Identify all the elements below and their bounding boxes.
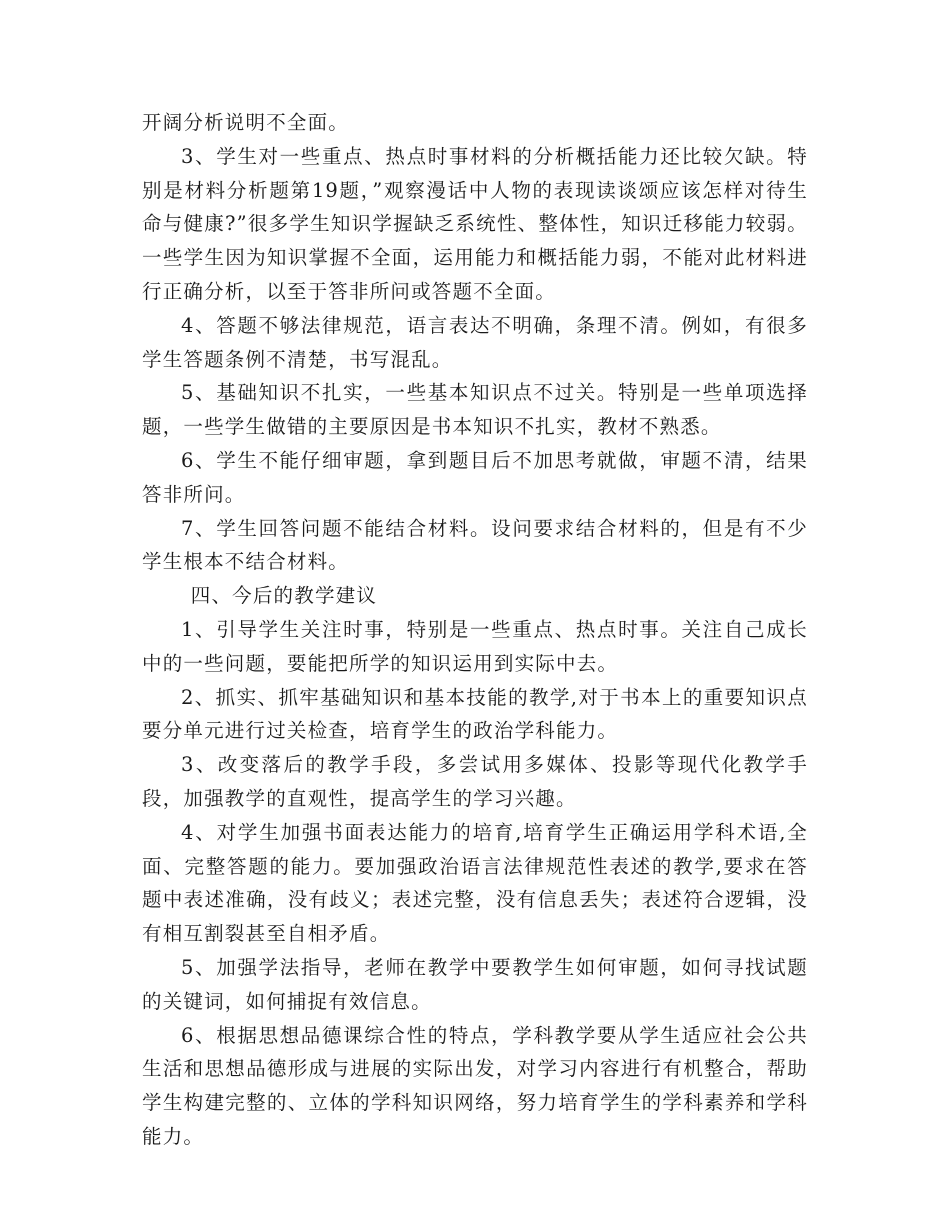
paragraph-item-4-expression: 4、答题不够法律规范，语言表达不明确，条理不清。例如，有很多学生答题条例不清楚，书写混乱。 — [142, 313, 808, 371]
paragraph-suggestion-2: 2、抓实、抓牢基础知识和基本技能的教学,对于书本上的重要知识点要分单元进行过关检查，培育学生的政治学科能力。 — [142, 685, 808, 743]
paragraph-suggestion-6: 6、根据思想品德课综合性的特点，学科教学要从学生适应社会公共生活和思想品德形成与进展的实际出发，对学习内容进行有机整合，帮助学生构建完整的、立体的学科知识网络，努力培育学生的学科素养和学科能力。 — [142, 1023, 808, 1148]
document-body — [142, 106, 808, 1154]
paragraph-suggestion-3: 3、改变落后的教学手段，多尝试用多媒体、投影等现代化教学手段，加强教学的直观性，提高学生的学习兴趣。 — [142, 753, 808, 810]
paragraph-continuation: 开阔分析说明不全面。 — [142, 111, 350, 134]
paragraph-item-7-material: 7、学生回答问题不能结合材料。设问要求结合材料的，但是有不少学生根本不结合材料。 — [142, 516, 808, 574]
paragraph-item-5-basics: 5、基础知识不扎实，一些基本知识点不过关。特别是一些单项选择题，一些学生做错的主要原因是书本知识不扎实，教材不熟悉。 — [142, 381, 808, 439]
paragraph-item-3-analysis: 3、学生对一些重点、热点时事材料的分析概括能力还比较欠缺。特别是材料分析题第19题，”观察漫话中人物的表现读谈颂应该怎样对待生命与健康?”很多学生知识学握缺乏系统性、整体性，知识迁移能力较弱。一些学生因为知识掌握不全面，运用能力和概括能力弱，不能对此材料进行正确分析，以至于答非所问或答题不全面。 — [142, 144, 808, 303]
paragraph-suggestion-5: 5、加强学法指导，老师在教学中要教学生如何审题，如何寻找试题的关键词，如何捕捉有效信息。 — [142, 955, 808, 1013]
paragraph-suggestion-1: 1、引导学生关注时事，特别是一些重点、热点时事。关注自己成长中的一些问题，要能把所学的知识运用到实际中去。 — [142, 617, 808, 675]
section-heading-suggestions: 四、今后的教学建议 — [190, 584, 378, 608]
paragraph-item-6-reading: 6、学生不能仔细审题，拿到题目后不加思考就做，审题不清，结果答非所问。 — [142, 448, 808, 506]
paragraph-suggestion-4: 4、对学生加强书面表达能力的培育,培育学生正确运用学科术语,全面、完整答题的能力。要加强政治语言法律规范性表述的教学,要求在答题中表述准确，没有歧义；表述完整，没有信息丢失；表述符合逻辑，没有相互割裂甚至自相矛盾。 — [142, 820, 808, 946]
